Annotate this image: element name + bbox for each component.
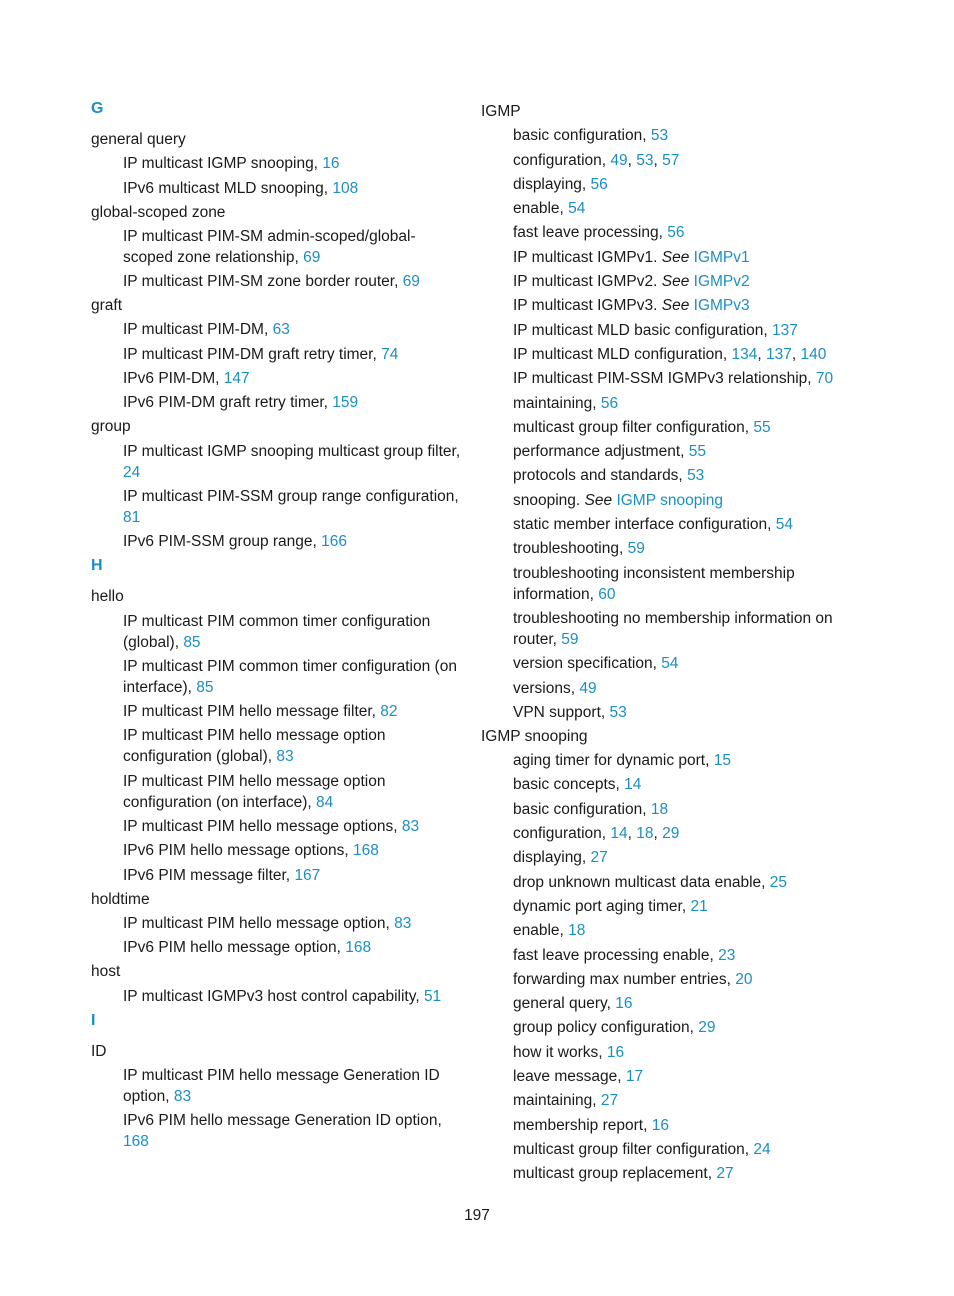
index-subentry [91, 656, 461, 698]
subentry-text: IP multicast PIM-SSM group range configuration, [123, 487, 459, 505]
page-link[interactable]: 49 [610, 151, 628, 169]
subentry-text: IP multicast MLD basic configuration, [513, 321, 773, 339]
subentry-text: snooping. [513, 491, 585, 509]
page-link[interactable]: 60 [598, 585, 616, 603]
subentry-text: IP multicast PIM hello message Generation ID option, [123, 1066, 440, 1105]
subentry-text: forwarding max number entries, [513, 970, 736, 988]
page-link[interactable]: 74 [381, 345, 399, 363]
see-reference-label: See [661, 273, 690, 291]
subentry-text: protocols and standards, [513, 467, 688, 485]
page-link[interactable]: 82 [380, 703, 398, 721]
page-link[interactable]: 83 [173, 1087, 192, 1105]
see-reference-link[interactable]: IGMPv3 [693, 297, 750, 315]
index-subentry [91, 725, 461, 767]
index-term: ID [91, 1042, 107, 1060]
index-subentry [91, 701, 461, 722]
see-reference-link[interactable]: IGMPv1 [693, 248, 750, 266]
page-link[interactable]: 25 [769, 873, 788, 891]
page-link[interactable]: 56 [590, 175, 608, 193]
page-link[interactable]: 108 [332, 179, 359, 197]
subentry-text: enable, [513, 200, 569, 218]
subentry-text: membership report, [513, 1116, 652, 1134]
link-separator: , [627, 151, 637, 169]
page-link[interactable]: 15 [713, 752, 731, 770]
index-subentry [481, 823, 853, 844]
subentry-text: IP multicast PIM-SM admin-scoped/global-scoped zone relationship, [123, 227, 416, 266]
index-term: global-scoped zone [91, 203, 226, 221]
page-link[interactable]: 63 [272, 321, 290, 339]
subentry-text: basic configuration, [513, 800, 651, 818]
index-subentry [91, 611, 461, 653]
subentry-text: IP multicast IGMP snooping multicast group filter, [123, 442, 461, 460]
subentry-text: leave message, [513, 1067, 626, 1085]
page-link[interactable]: 54 [568, 200, 586, 218]
index-subentry [481, 125, 853, 146]
index-subentry [91, 913, 461, 934]
see-reference-label: See [661, 297, 690, 315]
index-subentry [481, 538, 853, 559]
subentry-text: IP multicast IGMPv1. [513, 248, 662, 266]
page-link[interactable]: 168 [345, 939, 372, 957]
subentry-text: IPv6 PIM-DM graft retry timer, [123, 394, 333, 412]
page-link[interactable]: 49 [579, 679, 597, 697]
index-column-right [481, 98, 853, 1184]
subentry-text: static member interface configuration, [513, 516, 776, 534]
page-link[interactable]: 55 [753, 418, 771, 436]
see-reference-label: See [584, 491, 613, 509]
page-link[interactable]: 85 [196, 678, 214, 696]
link-separator: , [653, 825, 663, 843]
index-subentry [481, 1066, 853, 1087]
subentry-text: IP multicast IGMPv3. [513, 297, 662, 315]
index-subentry [481, 750, 853, 771]
index-subentry [91, 368, 461, 389]
index-subentry [481, 222, 853, 243]
subentry-text: IP multicast MLD configuration, [513, 345, 732, 363]
index-column-left [91, 98, 461, 1152]
subentry-text: performance adjustment, [513, 443, 689, 461]
index-subentry [91, 816, 461, 837]
subentry-text: IP multicast PIM hello message option, [123, 914, 395, 932]
subentry-text: troubleshooting no membership information on router, [513, 609, 833, 648]
subentry-text: IP multicast PIM hello message option configuration (global), [123, 727, 386, 766]
page-link[interactable]: 166 [321, 533, 348, 551]
index-subentry [481, 344, 853, 365]
index-subentry [91, 441, 461, 483]
page-link[interactable]: 53 [609, 703, 627, 721]
index-subentry [481, 896, 853, 917]
index-subentry [481, 441, 853, 462]
index-term: host [91, 963, 121, 981]
index-subentry [91, 986, 461, 1007]
index-subentry [481, 608, 853, 650]
page-number: 197 [464, 1207, 490, 1224]
subentry-text: drop unknown multicast data enable, [513, 873, 770, 891]
subentry-text: IP multicast PIM-SM zone border router, [123, 273, 403, 291]
index-subentry [481, 872, 853, 893]
page-link[interactable]: 53 [636, 151, 654, 169]
page-link[interactable]: 137 [766, 345, 792, 363]
page-link[interactable]: 134 [731, 345, 758, 363]
page-link[interactable]: 16 [606, 1043, 625, 1061]
index-subentry [481, 1017, 853, 1038]
page-link[interactable]: 24 [123, 463, 141, 481]
page-link[interactable]: 81 [123, 508, 141, 526]
index-subentry [91, 392, 461, 413]
subentry-text: IP multicast PIM hello message option configuration (on interface), [123, 772, 386, 811]
page-link[interactable]: 14 [610, 825, 628, 843]
subentry-text: group policy configuration, [513, 1019, 699, 1037]
subentry-text: how it works, [513, 1043, 607, 1061]
page-link[interactable]: 57 [662, 151, 680, 169]
index-subentry [481, 271, 853, 292]
see-reference-label: See [661, 248, 690, 266]
index-subentry [481, 417, 853, 438]
page-link[interactable]: 140 [800, 345, 827, 363]
index-subentry [481, 320, 853, 341]
subentry-text: general query, [513, 995, 616, 1013]
page-link[interactable]: 54 [775, 516, 794, 534]
subentry-text: aging timer for dynamic port, [513, 752, 714, 770]
subentry-text: troubleshooting inconsistent membership information, [513, 564, 795, 603]
page-link[interactable]: 16 [651, 1116, 669, 1134]
subentry-text: basic concepts, [513, 776, 625, 794]
index-subentry [481, 393, 853, 414]
index-subentry [91, 226, 461, 268]
subentry-text: IPv6 PIM hello message option, [123, 939, 346, 957]
index-subentry [91, 486, 461, 528]
subentry-text: multicast group filter configuration, [513, 1140, 754, 1158]
subentry-text: fast leave processing, [513, 224, 668, 242]
index-subentry [91, 531, 461, 552]
subentry-text: IPv6 PIM-DM, [123, 370, 224, 388]
index-subentry [481, 1115, 853, 1136]
see-reference-link[interactable]: IGMP snooping [616, 491, 723, 509]
subentry-text: IPv6 PIM-SSM group range, [123, 533, 322, 551]
page-link[interactable]: 27 [600, 1092, 619, 1110]
page-link[interactable]: 56 [600, 394, 619, 412]
subentry-text: maintaining, [513, 1092, 601, 1110]
index-term: hello [91, 588, 124, 606]
index-subentry [481, 1042, 853, 1063]
index-subentry [91, 1065, 461, 1107]
page-link[interactable]: 17 [625, 1067, 644, 1085]
subentry-text: IP multicast PIM-DM, [123, 321, 273, 339]
index-subentry [481, 969, 853, 990]
page-link[interactable]: 27 [590, 849, 608, 867]
page-link[interactable]: 20 [735, 970, 753, 988]
subentry-text: version specification, [513, 655, 662, 673]
index-subentry [481, 514, 853, 535]
index-subentry [481, 847, 853, 868]
index-subentry [91, 319, 461, 340]
subentry-text: configuration, [513, 825, 611, 843]
index-subentry [481, 1139, 853, 1160]
index-term: general query [91, 131, 186, 148]
index-subentry [481, 247, 853, 268]
subentry-text: multicast group filter configuration, [513, 418, 754, 436]
index-subentry [481, 150, 853, 171]
link-separator: , [791, 345, 801, 363]
index-subentry [481, 702, 853, 723]
index-subentry [481, 563, 853, 605]
index-subentry [91, 153, 461, 174]
page-link[interactable]: 147 [223, 370, 250, 388]
section-letter: G [91, 100, 104, 117]
index-subentry [91, 344, 461, 365]
subentry-text: IP multicast IGMPv2. [513, 273, 662, 291]
index-subentry [481, 1163, 853, 1184]
page-link[interactable]: 83 [394, 914, 412, 932]
page-link[interactable]: 16 [615, 995, 633, 1013]
index-term: group [91, 418, 131, 436]
index-subentry [91, 271, 461, 292]
page-link[interactable]: 56 [667, 224, 685, 242]
subentry-text: maintaining, [513, 394, 601, 412]
page-link[interactable]: 55 [688, 443, 707, 461]
subentry-text: basic configuration, [513, 127, 651, 145]
page-link[interactable]: 59 [627, 540, 645, 558]
index-subentry [481, 490, 853, 511]
page-link[interactable]: 84 [316, 793, 334, 811]
subentry-text: versions, [513, 679, 580, 697]
page-link[interactable]: 83 [401, 818, 420, 836]
page-link[interactable]: 159 [332, 394, 359, 412]
index-subentry [481, 774, 853, 795]
subentry-text: IPv6 multicast MLD snooping, [123, 179, 333, 197]
subentry-text: IP multicast PIM-SSM IGMPv3 relationship, [513, 370, 816, 388]
page-link[interactable]: 70 [815, 370, 834, 388]
index-subentry [481, 295, 853, 316]
page-link[interactable]: 137 [772, 321, 798, 339]
index-subentry [481, 799, 853, 820]
index-subentry [91, 771, 461, 813]
page-link[interactable]: 53 [687, 467, 705, 485]
page-link[interactable]: 23 [718, 946, 736, 964]
subentry-text: troubleshooting, [513, 540, 628, 558]
subentry-text: enable, [513, 922, 569, 940]
index-subentry [91, 865, 461, 886]
page-link[interactable]: 59 [561, 630, 579, 648]
index-subentry [481, 678, 853, 699]
subentry-text: IP multicast PIM common timer configuration (on interface), [123, 657, 457, 696]
index-term: graft [91, 297, 123, 315]
page-link[interactable]: 83 [276, 748, 294, 766]
page-link[interactable]: 18 [650, 800, 669, 818]
page-link[interactable]: 168 [353, 842, 379, 860]
page-link[interactable]: 167 [294, 866, 321, 884]
link-separator: , [653, 151, 663, 169]
index-term: IGMP [481, 103, 521, 120]
index-subentry [481, 198, 853, 219]
page-link[interactable]: 24 [753, 1140, 771, 1158]
page-link[interactable]: 18 [636, 825, 654, 843]
page-link[interactable]: 51 [423, 987, 442, 1005]
index-subentry [481, 174, 853, 195]
index-subentry [91, 178, 461, 199]
index-term: IGMP snooping [481, 727, 588, 745]
page-link[interactable]: 18 [568, 922, 586, 940]
subentry-text: IP multicast PIM-DM graft retry timer, [123, 345, 382, 363]
index-subentry [481, 1090, 853, 1111]
link-separator: , [627, 825, 637, 843]
subentry-text: configuration, [513, 151, 611, 169]
subentry-text: IP multicast IGMP snooping, [123, 155, 323, 173]
subentry-text: IPv6 PIM hello message Generation ID option, [123, 1112, 442, 1130]
subentry-text: IP multicast PIM hello message options, [123, 818, 402, 836]
page-link[interactable]: 168 [123, 1133, 149, 1151]
index-subentry [481, 653, 853, 674]
page-link[interactable]: 27 [716, 1165, 734, 1183]
subentry-text: multicast group replacement, [513, 1165, 717, 1183]
subentry-text: IP multicast IGMPv3 host control capability, [123, 987, 424, 1005]
index-subentry [481, 465, 853, 486]
subentry-text: displaying, [513, 175, 591, 193]
subentry-text: IPv6 PIM message filter, [123, 866, 295, 884]
index-subentry [91, 937, 461, 958]
index-term: holdtime [91, 890, 150, 908]
subentry-text: IPv6 PIM hello message options, [123, 842, 354, 860]
section-letter: H [91, 557, 103, 575]
subentry-text: fast leave processing enable, [513, 946, 719, 964]
subentry-text: displaying, [513, 849, 591, 867]
index-subentry [481, 945, 853, 966]
subentry-text: IP multicast PIM common timer configuration (global), [123, 612, 431, 651]
page-link[interactable]: 16 [322, 155, 340, 173]
page-link[interactable]: 69 [303, 248, 321, 266]
section-letter: I [91, 1011, 96, 1029]
page-link[interactable]: 69 [402, 273, 420, 291]
link-separator: , [757, 345, 767, 363]
subentry-text: IP multicast PIM hello message filter, [123, 703, 381, 721]
index-subentry [481, 993, 853, 1014]
subentry-text: dynamic port aging timer, [513, 897, 691, 915]
page-link[interactable]: 53 [650, 127, 669, 145]
page-link[interactable]: 29 [662, 825, 680, 843]
index-subentry [91, 1110, 461, 1152]
index-subentry [481, 368, 853, 389]
page-link[interactable]: 54 [661, 655, 679, 673]
page-link[interactable]: 21 [690, 897, 708, 915]
page-link[interactable]: 14 [624, 776, 642, 794]
see-reference-link[interactable]: IGMPv2 [693, 273, 750, 291]
page-link[interactable]: 29 [698, 1019, 716, 1037]
subentry-text: VPN support, [513, 703, 610, 721]
index-subentry [481, 920, 853, 941]
index-subentry [91, 840, 461, 861]
page-link[interactable]: 85 [183, 633, 201, 651]
